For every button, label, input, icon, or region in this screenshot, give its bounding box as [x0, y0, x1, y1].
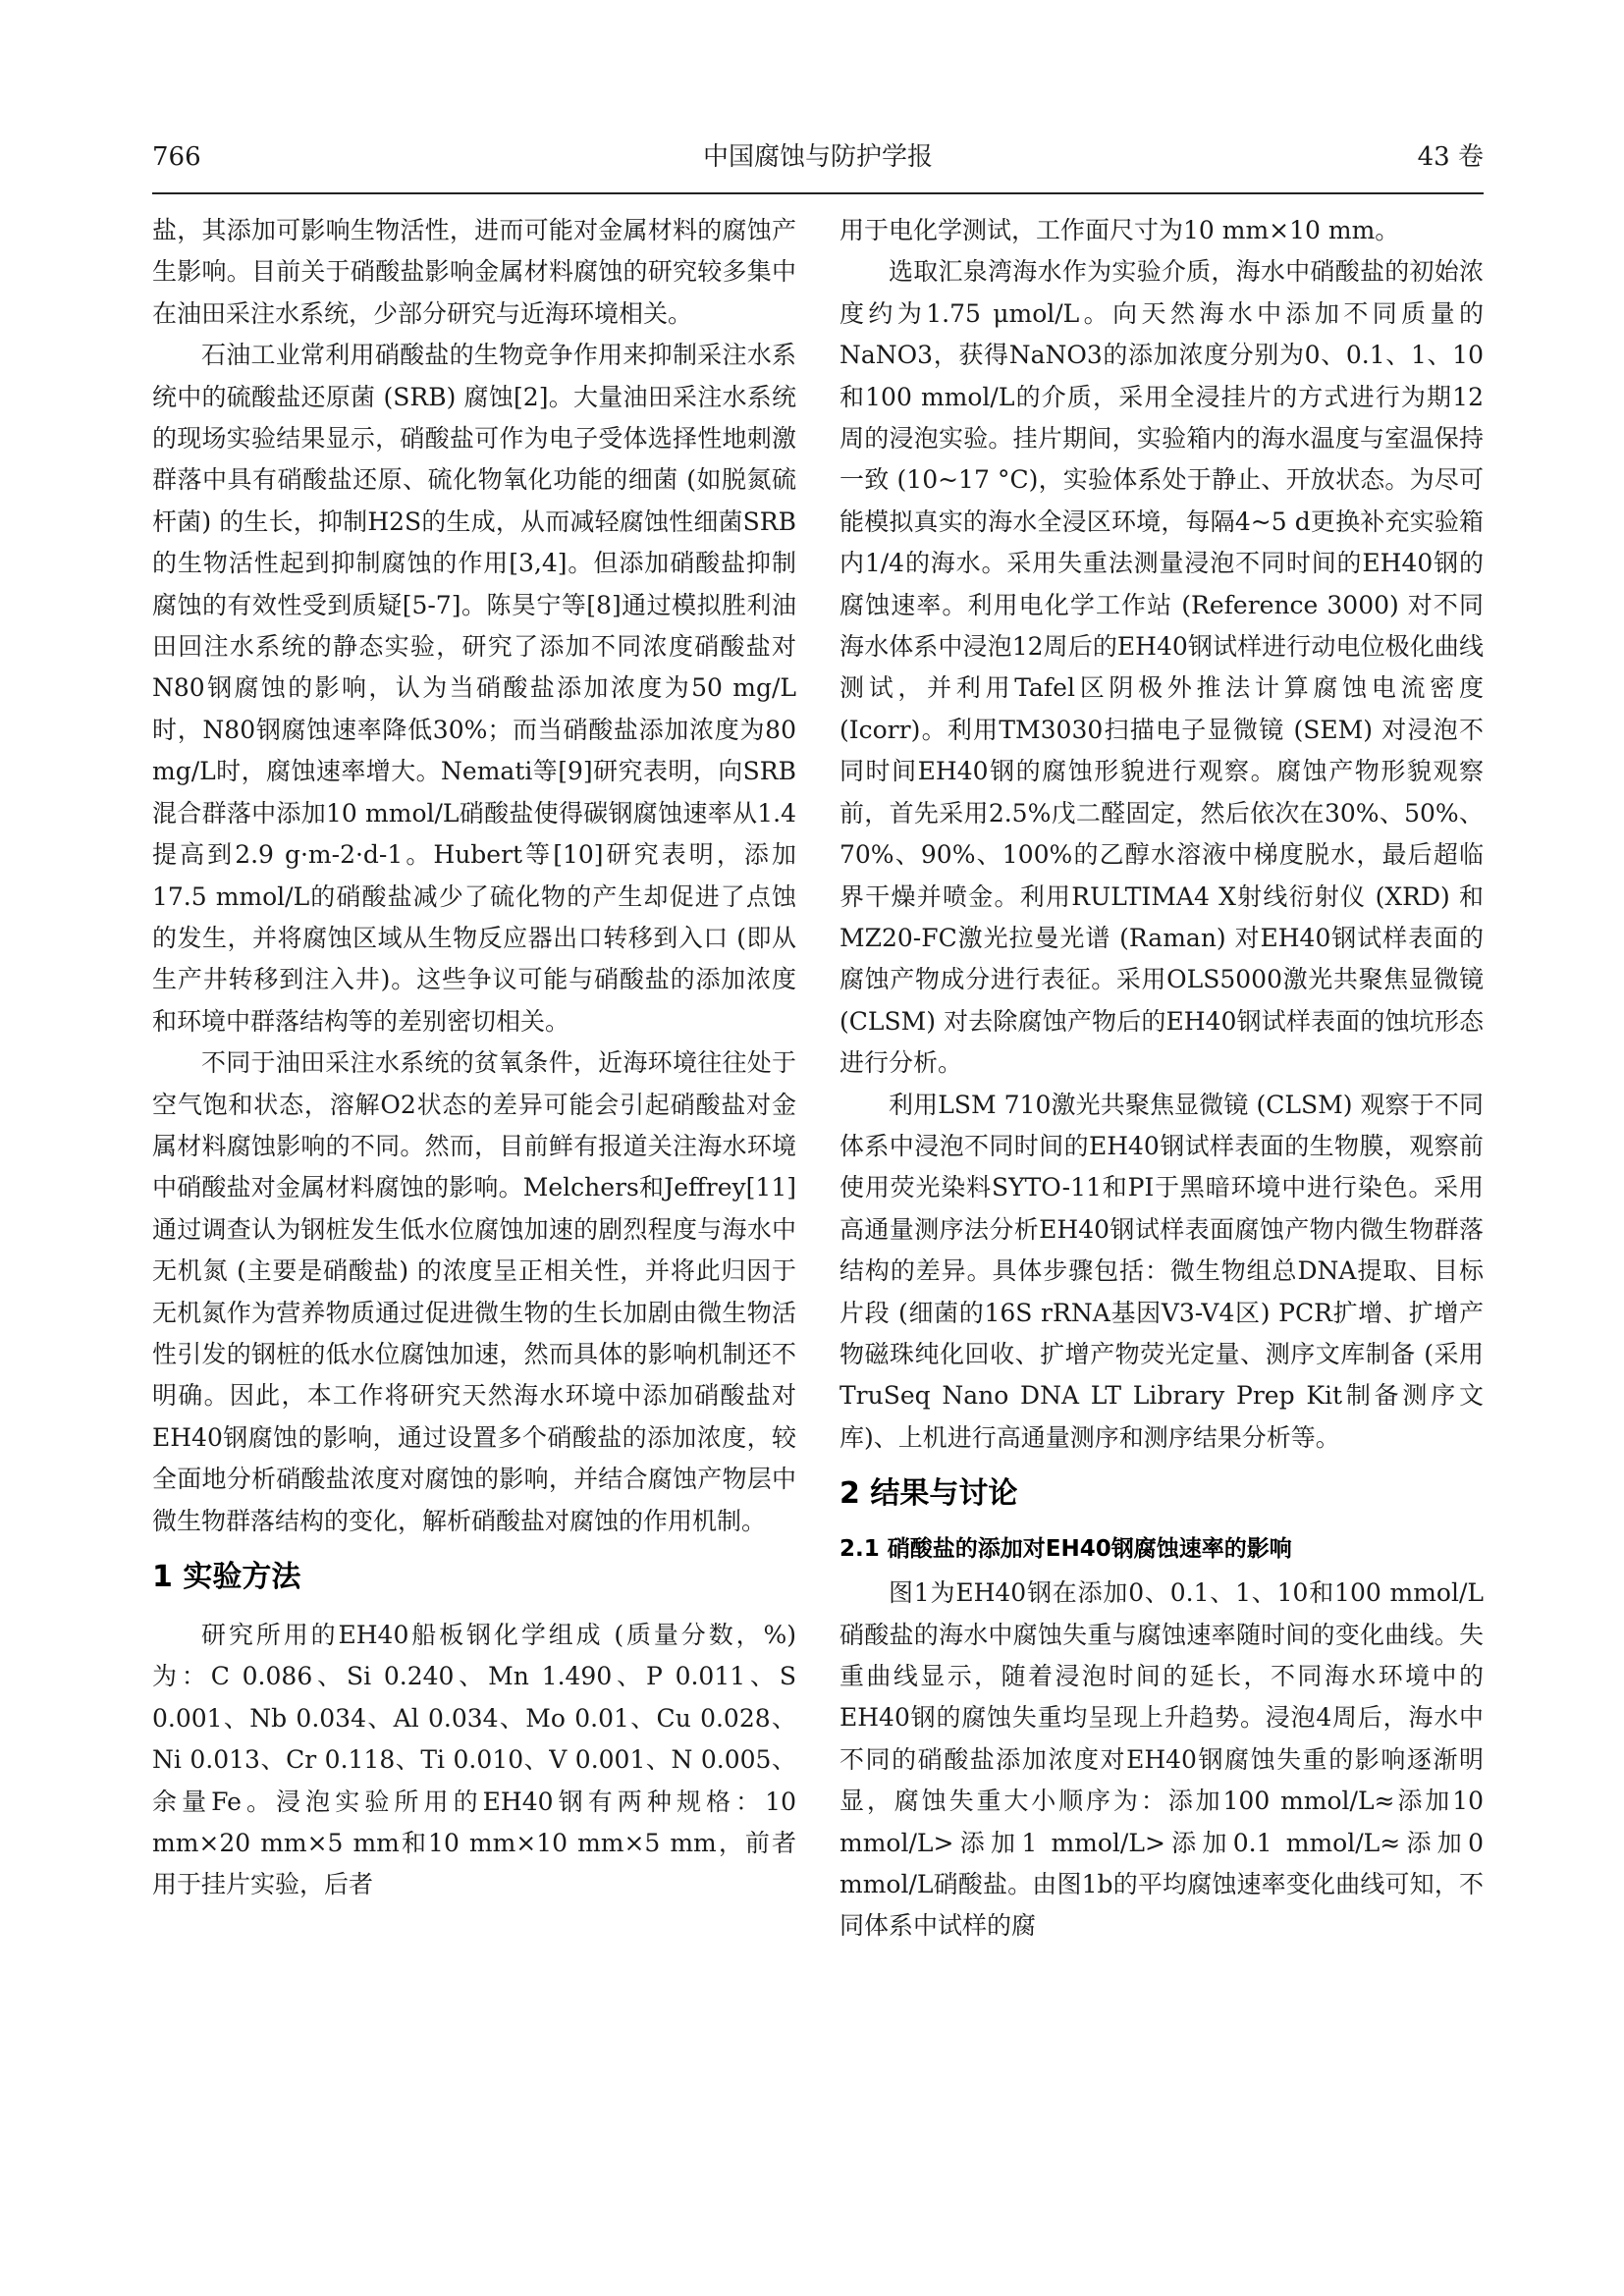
paragraph: 盐，其添加可影响生物活性，进而可能对金属材料的腐蚀产生影响。目前关于硝酸盐影响金属材料腐蚀的研究较多集中在油田采注水系统，少部分研究与近海环境相关。	[152, 216, 796, 328]
paragraph: 图1为EH40钢在添加0、0.1、1、10和100 mmol/L硝酸盐的海水中腐蚀失重与腐蚀速率随时间的变化曲线。失重曲线显示，随着浸泡时间的延长，不同海水环境中的EH40钢的腐蚀失重均呈现上升趋势。浸泡4周后，海水中不同的硝酸盐添加浓度对EH40钢腐蚀失重的影响逐渐明显，腐蚀失重大小顺序为：添加100 mmol/L≈添加10 mmol/L>添加1 mmol/L>添加0.1 mmol/L≈添加0 mmol/L硝酸盐。由图1b的平均腐蚀速率变化曲线可知，不同体系中试样的腐	[839, 1578, 1484, 1941]
paragraph: 利用LSM 710激光共聚焦显微镜 (CLSM) 观察于不同体系中浸泡不同时间的EH40钢试样表面的生物膜，观察前使用荧光染料SYTO-11和PI于黑暗环境中进行染色。采用高通量测序法分析EH40钢试样表面腐蚀产物内微生物群落结构的差异。具体步骤包括：微生物组总DNA提取、目标片段 (细菌的16S rRNA基因V3-V4区) PCR扩增、扩增产物磁珠纯化回收、扩增产物荧光定量、测序文库制备 (采用TruSeq Nano DNA LT Library Prep Kit制备测序文库)、上机进行高通量测序和测序结果分析等。	[839, 1090, 1484, 1452]
paragraph: 不同于油田采注水系统的贫氧条件，近海环境往往处于空气饱和状态，溶解O2状态的差异可能会引起硝酸盐对金属材料腐蚀影响的不同。然而，目前鲜有报道关注海水环境中硝酸盐对金属材料腐蚀的影响。Melchers和Jeffrey[11]通过调查认为钢桩发生低水位腐蚀加速的剧烈程度与海水中无机氮 (主要是硝酸盐) 的浓度呈正相关性，并将此归因于无机氮作为营养物质通过促进微生物的生长加剧由微生物活性引发的钢桩的低水位腐蚀加速，然而具体的影响机制还不明确。因此，本工作将研究天然海水环境中添加硝酸盐对EH40钢腐蚀的影响，通过设置多个硝酸盐的添加浓度，较全面地分析硝酸盐浓度对腐蚀的影响，并结合腐蚀产物层中微生物群落结构的变化，解析硝酸盐对腐蚀的作用机制。	[152, 1048, 796, 1535]
running-header	[152, 137, 1484, 177]
left-column	[152, 210, 796, 1906]
volume-label: 43 卷	[1417, 142, 1484, 172]
page-number: 766	[152, 142, 201, 172]
section-heading: 2 结果与讨论	[839, 1476, 1018, 1512]
paragraph: 研究所用的EH40船板钢化学组成 (质量分数，%) 为：C 0.086、Si 0.240、Mn 1.490、P 0.011、S 0.001、Nb 0.034、Al 0.034、Mo 0.01、Cu 0.028、Ni 0.013、Cr 0.118、Ti 0.010、V 0.001、N 0.005、余量Fe。浸泡实验所用的EH40钢有两种规格：10 mm×20 mm×5 mm和10 mm×10 mm×5 mm，前者用于挂片实验，后者	[152, 1621, 796, 1899]
paragraph: 用于电化学测试，工作面尺寸为10 mm×10 mm。	[839, 216, 1400, 244]
section-heading: 1 实验方法	[152, 1560, 301, 1594]
header-rule	[152, 192, 1484, 194]
paragraph: 选取汇泉湾海水作为实验介质，海水中硝酸盐的初始浓度约为1.75 μmol/L。向天然海水中添加不同质量的NaNO3，获得NaNO3的添加浓度分别为0、0.1、1、10和100 mmol/L的介质，采用全浸挂片的方式进行为期12周的浸泡实验。挂片期间，实验箱内的海水温度与室温保持一致 (10~17 °C)，实验体系处于静止、开放状态。为尽可能模拟真实的海水全浸区环境，每隔4~5 d更换补充实验箱内1/4的海水。采用失重法测量浸泡不同时间的EH40钢的腐蚀速率。利用电化学工作站 (Reference 3000) 对不同海水体系中浸泡12周后的EH40钢试样进行动电位极化曲线测试，并利用Tafel区阴极外推法计算腐蚀电流密度 (Icorr)。利用TM3030扫描电子显微镜 (SEM) 对浸泡不同时间EH40钢的腐蚀形貌进行观察。腐蚀产物形貌观察前，首先采用2.5%戊二醛固定，然后依次在30%、50%、70%、90%、100%的乙醇水溶液中梯度脱水，最后超临界干燥并喷金。利用RULTIMA4 X射线衍射仪 (XRD) 和MZ20-FC激光拉曼光谱 (Raman) 对EH40钢试样表面的腐蚀产物成分进行表征。采用OLS5000激光共聚焦显微镜 (CLSM) 对去除腐蚀产物后的EH40钢试样表面的蚀坑形态进行分析。	[839, 257, 1484, 1078]
paragraph: 石油工业常利用硝酸盐的生物竞争作用来抑制采注水系统中的硫酸盐还原菌 (SRB) 腐蚀[2]。大量油田采注水系统的现场实验结果显示，硝酸盐可作为电子受体选择性地刺激群落中具有硝酸盐还原、硫化物氧化功能的细菌 (如脱氮硫杆菌) 的生长，抑制H2S的生成，从而减轻腐蚀性细菌SRB的生物活性起到抑制腐蚀的作用[3,4]。但添加硝酸盐抑制腐蚀的有效性受到质疑[5-7]。陈昊宁等[8]通过模拟胜利油田回注水系统的静态实验，研究了添加不同浓度硝酸盐对N80钢腐蚀的影响，认为当硝酸盐添加浓度为50 mg/L时，N80钢腐蚀速率降低30%；而当硝酸盐添加浓度为80 mg/L时，腐蚀速率增大。Nemati等[9]研究表明，向SRB混合群落中添加10 mmol/L硝酸盐使得碳钢腐蚀速率从1.4提高到2.9 g·m-2·d-1。Hubert等[10]研究表明，添加17.5 mmol/L的硝酸盐减少了硫化物的产生却促进了点蚀的发生，并将腐蚀区域从生物反应器出口转移到入口 (即从生产井转移到注入井)。这些争议可能与硝酸盐的添加浓度和环境中群落结构等的差别密切相关。	[152, 341, 796, 1036]
right-column	[839, 210, 1484, 1948]
journal-title: 中国腐蚀与防护学报	[702, 142, 933, 172]
subsection-heading: 2.1 硝酸盐的添加对EH40钢腐蚀速率的影响	[839, 1536, 1292, 1563]
